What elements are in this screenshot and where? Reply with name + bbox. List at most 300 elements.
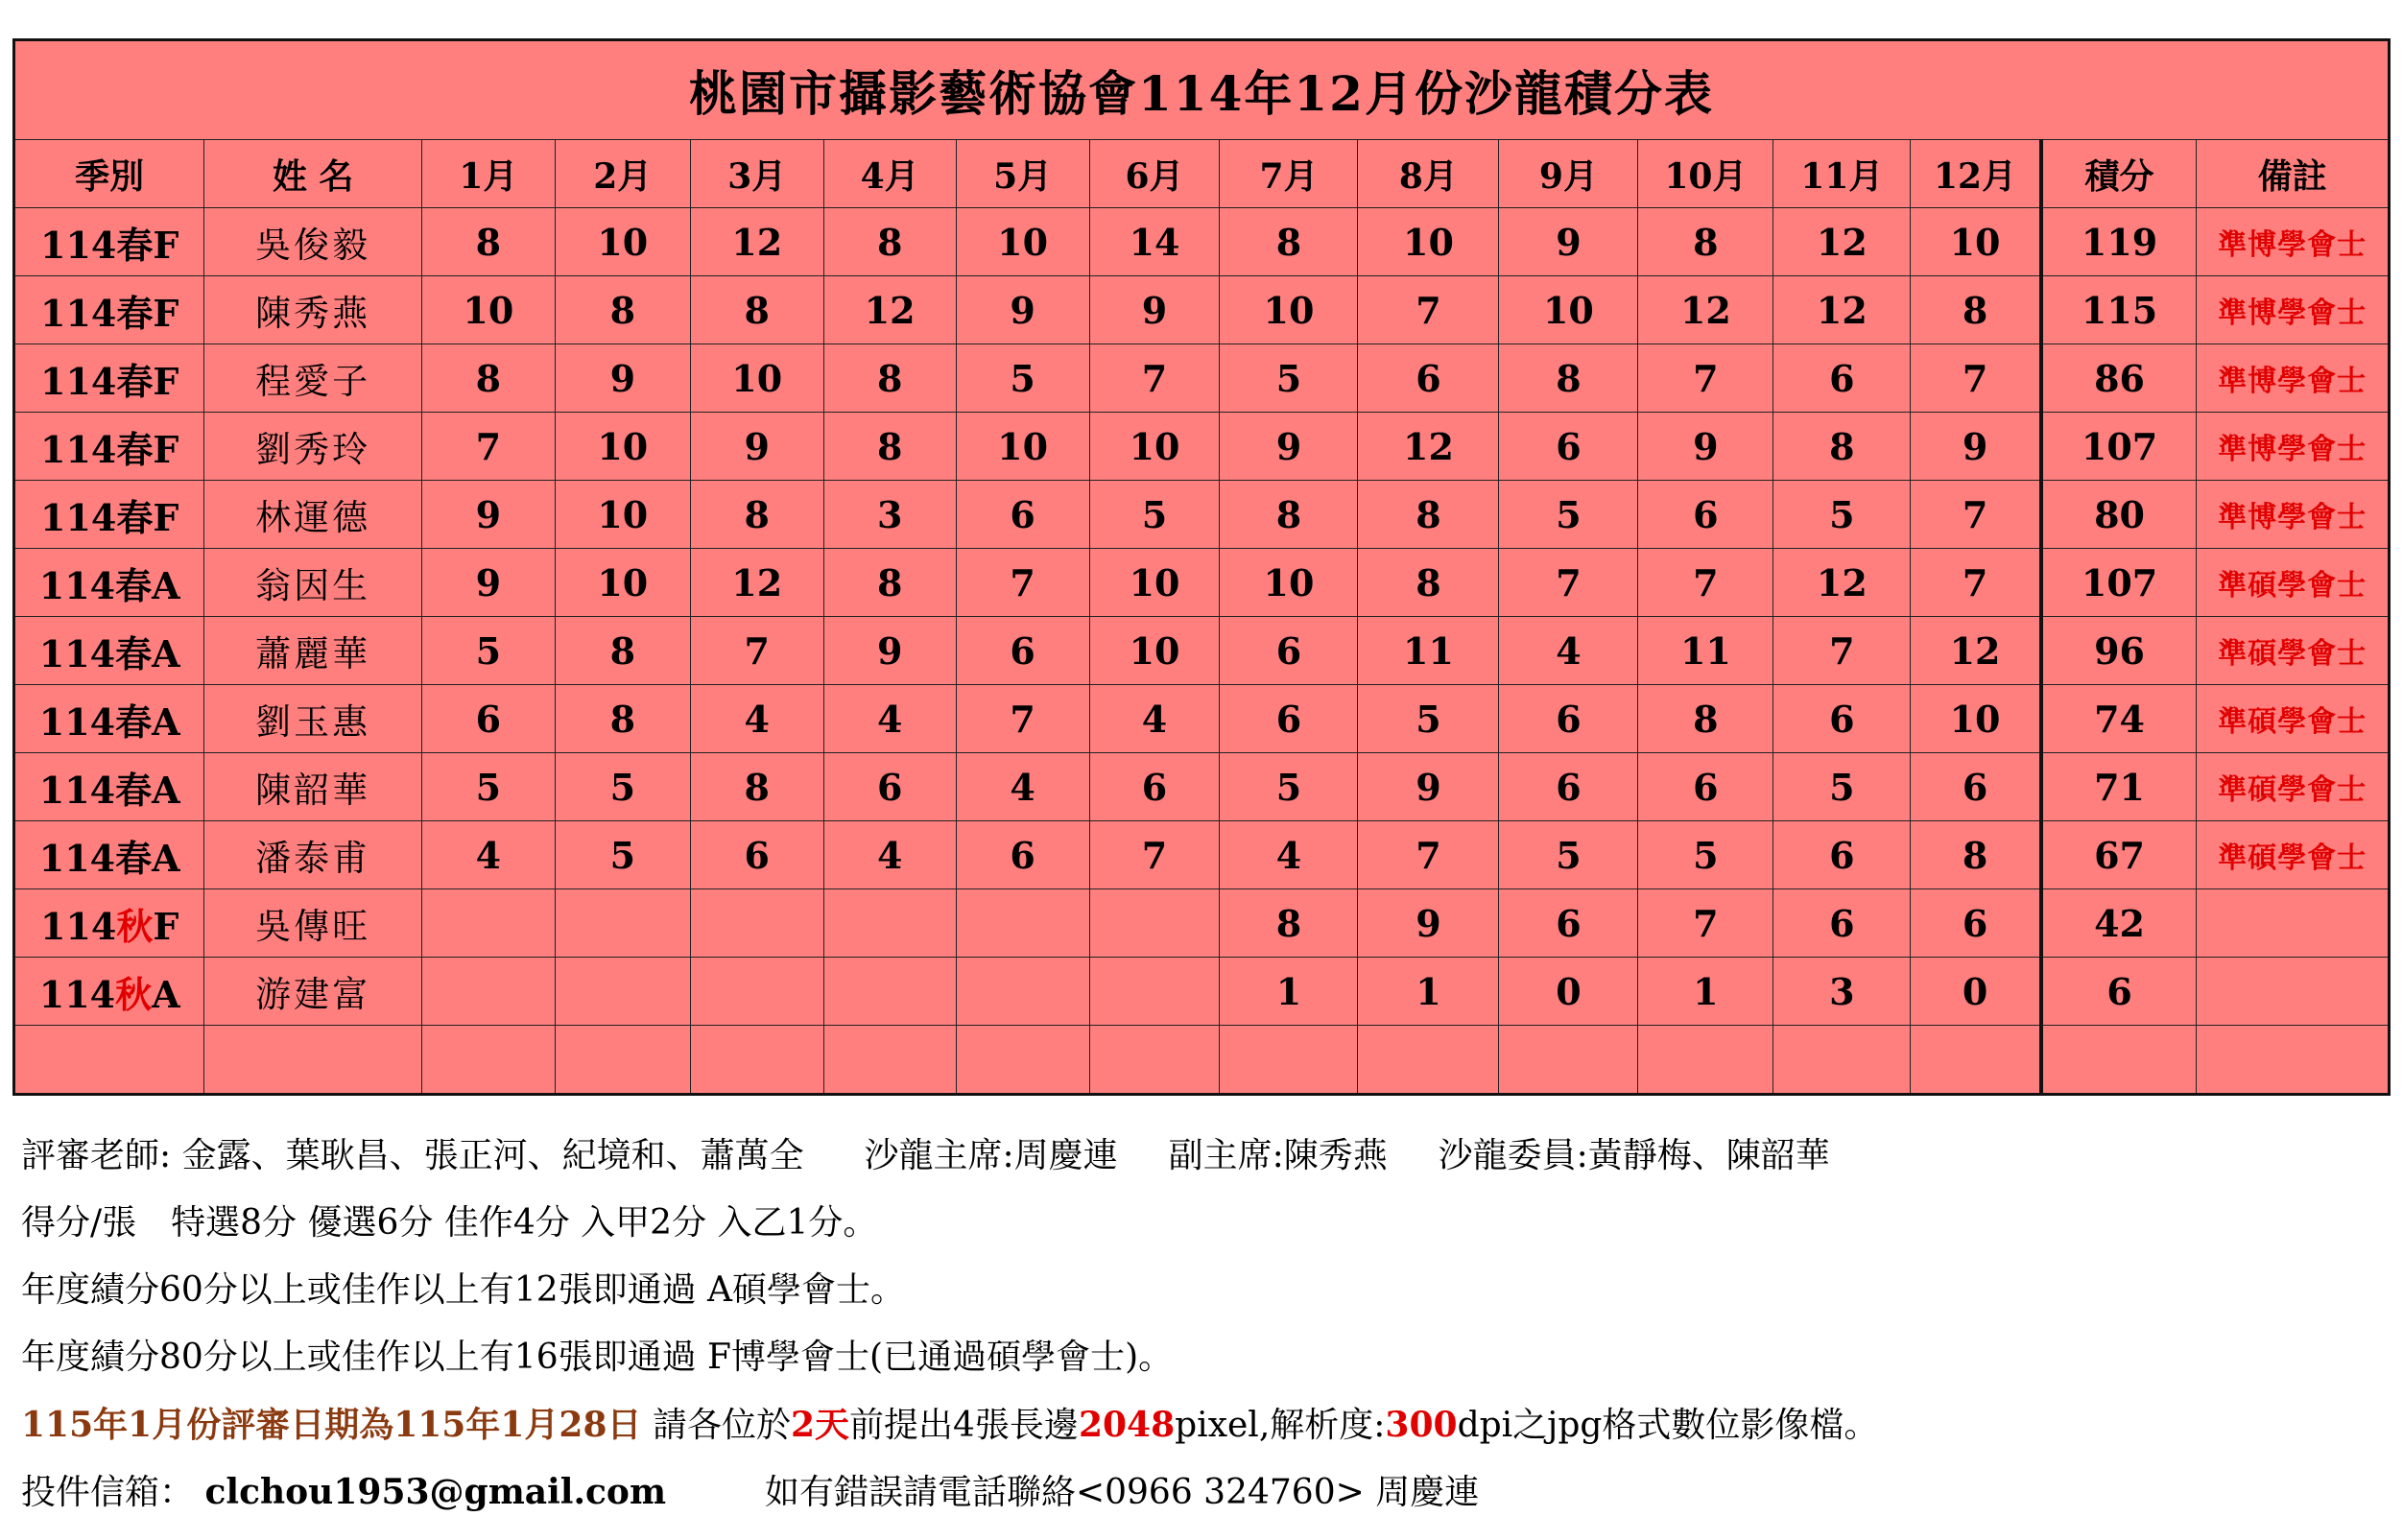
month-score-cell: 1: [1638, 958, 1773, 1026]
month-score-cell: 4: [1220, 821, 1358, 889]
season-term: 春: [115, 631, 153, 675]
month-score-cell: 8: [555, 685, 690, 753]
committee-names: 黃靜梅、陳韶華: [1587, 1136, 1830, 1175]
month-score-cell: 6: [1773, 821, 1911, 889]
table-row: [14, 549, 2390, 617]
season-cell: [14, 685, 204, 753]
month-score-cell: 8: [1638, 685, 1773, 753]
season-term: 秋: [115, 972, 153, 1016]
month-score-cell: 8: [421, 208, 555, 276]
month-score-cell: 5: [1089, 481, 1220, 549]
header-cell: 3月: [690, 140, 823, 208]
note-cell: 準碩學會士: [2197, 685, 2390, 753]
month-score-cell: 5: [1638, 821, 1773, 889]
total-score-cell: 96: [2041, 617, 2197, 685]
month-score-cell: [823, 889, 956, 958]
month-score-cell: 9: [823, 617, 956, 685]
month-score-cell: [690, 958, 823, 1026]
title-row: [14, 40, 2390, 140]
month-score-cell: 5: [421, 617, 555, 685]
member-name: 蕭麗華: [204, 617, 422, 685]
footer-notes: [21, 1123, 2382, 1526]
month-score-cell: 5: [1220, 344, 1358, 413]
scoring-line: 得分/張 特選8分 優選6分 佳作4分 入甲2分 入乙1分。: [21, 1203, 878, 1243]
month-score-cell: 12: [1358, 413, 1499, 481]
empty-cell: [1089, 1026, 1220, 1095]
table-row: [14, 276, 2390, 344]
note-cell: 準博學會士: [2197, 413, 2390, 481]
member-name: 吳傳旺: [204, 889, 422, 958]
month-score-cell: [555, 958, 690, 1026]
month-score-cell: 4: [421, 821, 555, 889]
month-score-cell: 7: [1638, 549, 1773, 617]
member-name: 劉玉惠: [204, 685, 422, 753]
season-number: 114: [38, 768, 116, 812]
header-cell: 1月: [421, 140, 555, 208]
table-title: 桃園市攝影藝術協會114年12月份沙龍積分表: [14, 40, 2390, 140]
month-score-cell: 6: [1220, 617, 1358, 685]
empty-cell: [421, 1026, 555, 1095]
month-score-cell: 8: [555, 276, 690, 344]
month-score-cell: 7: [1499, 549, 1638, 617]
month-score-cell: [421, 958, 555, 1026]
month-score-cell: 6: [1773, 889, 1911, 958]
month-score-cell: 7: [1089, 821, 1220, 889]
season-cell: [14, 821, 204, 889]
total-score-cell: 119: [2041, 208, 2197, 276]
month-score-cell: 6: [1773, 344, 1911, 413]
month-score-cell: 9: [1220, 413, 1358, 481]
submit-text-2: 前提出4張長邊: [849, 1406, 1079, 1445]
table-row: [14, 685, 2390, 753]
contact-line: [21, 1458, 2382, 1526]
month-score-cell: 8: [1638, 208, 1773, 276]
month-score-cell: 8: [1220, 481, 1358, 549]
season-cell: [14, 549, 204, 617]
month-score-cell: 10: [555, 549, 690, 617]
month-score-cell: 12: [1638, 276, 1773, 344]
empty-cell: [823, 1026, 956, 1095]
month-score-cell: 4: [823, 685, 956, 753]
member-name: 潘泰甫: [204, 821, 422, 889]
season-cell: [14, 276, 204, 344]
season-cell: [14, 481, 204, 549]
month-score-cell: 5: [555, 753, 690, 821]
total-score-cell: 42: [2041, 889, 2197, 958]
month-score-cell: 8: [1358, 481, 1499, 549]
season-cell: [14, 617, 204, 685]
month-score-cell: [956, 958, 1089, 1026]
note-cell: 準碩學會士: [2197, 549, 2390, 617]
month-score-cell: 8: [690, 753, 823, 821]
month-score-cell: 8: [555, 617, 690, 685]
empty-cell: [2197, 1026, 2390, 1095]
season-number: 114: [40, 359, 117, 403]
header-cell: 積分: [2041, 140, 2197, 208]
month-score-cell: 5: [1773, 753, 1911, 821]
submit-text-4: dpi之jpg格式數位影像檔。: [1457, 1406, 1879, 1445]
month-score-cell: 6: [1638, 481, 1773, 549]
header-cell: 2月: [555, 140, 690, 208]
next-judging-date: 115年1月份評審日期為115年1月28日: [21, 1405, 642, 1445]
total-score-cell: 107: [2041, 413, 2197, 481]
month-score-cell: [1089, 958, 1220, 1026]
season-term: 春: [115, 768, 153, 812]
month-score-cell: 8: [823, 208, 956, 276]
header-cell: 季別: [14, 140, 204, 208]
submit-dpi: 300: [1385, 1405, 1458, 1445]
empty-cell: [1220, 1026, 1358, 1095]
table-row: [14, 413, 2390, 481]
season-grade: A: [152, 836, 180, 880]
month-score-cell: 12: [690, 549, 823, 617]
season-cell: [14, 344, 204, 413]
month-score-cell: 6: [1499, 889, 1638, 958]
member-name: 翁因生: [204, 549, 422, 617]
season-grade: F: [153, 427, 179, 471]
month-score-cell: 11: [1638, 617, 1773, 685]
month-score-cell: 9: [956, 276, 1089, 344]
table-row: [14, 889, 2390, 958]
submission-line: [21, 1391, 2382, 1458]
season-grade: F: [153, 291, 179, 335]
header-cell: 10月: [1638, 140, 1773, 208]
season-term: 春: [116, 495, 154, 539]
total-score-cell: 71: [2041, 753, 2197, 821]
month-score-cell: 6: [1773, 685, 1911, 753]
empty-cell: [956, 1026, 1089, 1095]
month-score-cell: 9: [1638, 413, 1773, 481]
table-row: [14, 753, 2390, 821]
email-label: 投件信箱：: [21, 1473, 195, 1512]
season-cell: [14, 958, 204, 1026]
note-cell: [2197, 958, 2390, 1026]
month-score-cell: 7: [1358, 821, 1499, 889]
month-score-cell: 7: [1638, 889, 1773, 958]
month-score-cell: 7: [1911, 344, 2041, 413]
month-score-cell: 6: [1499, 413, 1638, 481]
month-score-cell: 6: [956, 821, 1089, 889]
month-score-cell: 8: [421, 344, 555, 413]
month-score-cell: 7: [1089, 344, 1220, 413]
month-score-cell: [555, 889, 690, 958]
season-cell: [14, 208, 204, 276]
season-term: 春: [115, 699, 153, 744]
season-number: 114: [38, 699, 116, 744]
note-cell: 準博學會士: [2197, 481, 2390, 549]
empty-cell: [1499, 1026, 1638, 1095]
season-term: 春: [115, 563, 153, 607]
month-score-cell: 14: [1089, 208, 1220, 276]
month-score-cell: 6: [1499, 753, 1638, 821]
month-score-cell: 12: [1773, 549, 1911, 617]
month-score-cell: 12: [823, 276, 956, 344]
judges-label: 評審老師:: [21, 1136, 172, 1175]
month-score-cell: 4: [1499, 617, 1638, 685]
month-score-cell: 10: [555, 413, 690, 481]
month-score-cell: 4: [823, 821, 956, 889]
month-score-cell: 7: [1638, 344, 1773, 413]
empty-row: [14, 1026, 2390, 1095]
note-cell: 準碩學會士: [2197, 753, 2390, 821]
month-score-cell: 9: [555, 344, 690, 413]
season-grade: F: [153, 359, 179, 403]
member-name: 劉秀玲: [204, 413, 422, 481]
season-number: 114: [40, 904, 117, 948]
header-cell: 6月: [1089, 140, 1220, 208]
judges-line: [21, 1123, 2382, 1190]
month-score-cell: 10: [555, 208, 690, 276]
month-score-cell: 9: [1358, 753, 1499, 821]
month-score-cell: 7: [421, 413, 555, 481]
season-term: 春: [116, 359, 154, 403]
month-score-cell: [823, 958, 956, 1026]
month-score-cell: [421, 889, 555, 958]
month-score-cell: 8: [823, 549, 956, 617]
season-number: 114: [38, 563, 116, 607]
season-number: 114: [40, 223, 117, 267]
total-score-cell: 67: [2041, 821, 2197, 889]
table-row: [14, 481, 2390, 549]
month-score-cell: 10: [690, 344, 823, 413]
chair-name: 周慶連: [1013, 1136, 1118, 1175]
month-score-cell: 5: [1220, 753, 1358, 821]
month-score-cell: [690, 889, 823, 958]
month-score-cell: 5: [1499, 481, 1638, 549]
month-score-cell: 3: [1773, 958, 1911, 1026]
month-score-cell: 10: [1499, 276, 1638, 344]
member-name: 陳韶華: [204, 753, 422, 821]
month-score-cell: 1: [1358, 958, 1499, 1026]
month-score-cell: 4: [1089, 685, 1220, 753]
empty-cell: [690, 1026, 823, 1095]
month-score-cell: 7: [956, 685, 1089, 753]
season-grade: A: [152, 699, 180, 744]
chair-label: 沙龍主席:: [864, 1136, 1014, 1175]
total-score-cell: 107: [2041, 549, 2197, 617]
month-score-cell: 7: [956, 549, 1089, 617]
submit-text-3: pixel,解析度:: [1175, 1406, 1386, 1445]
month-score-cell: 10: [421, 276, 555, 344]
season-grade: A: [152, 563, 180, 607]
month-score-cell: 5: [555, 821, 690, 889]
month-score-cell: 5: [956, 344, 1089, 413]
email-address: clchou1953@gmail.com: [204, 1472, 667, 1512]
month-score-cell: 10: [956, 208, 1089, 276]
season-number: 114: [40, 427, 117, 471]
month-score-cell: 10: [555, 481, 690, 549]
month-score-cell: 9: [1499, 208, 1638, 276]
month-score-cell: 6: [1638, 753, 1773, 821]
submit-text-1: 請各位於: [652, 1406, 791, 1445]
month-score-cell: 9: [690, 413, 823, 481]
month-score-cell: 9: [1358, 889, 1499, 958]
month-score-cell: 10: [956, 413, 1089, 481]
month-score-cell: 6: [1911, 753, 2041, 821]
vice-chair-name: 陳秀燕: [1283, 1136, 1388, 1175]
header-cell: 備註: [2197, 140, 2390, 208]
season-number: 114: [38, 631, 116, 675]
month-score-cell: 4: [956, 753, 1089, 821]
contact-info: 如有錯誤請電話聯絡<0966 324760> 周慶連: [764, 1473, 1480, 1512]
season-number: 114: [40, 291, 117, 335]
empty-cell: [1638, 1026, 1773, 1095]
season-grade: A: [152, 631, 180, 675]
header-cell: 7月: [1220, 140, 1358, 208]
month-score-cell: 4: [690, 685, 823, 753]
empty-cell: [2041, 1026, 2197, 1095]
month-score-cell: 12: [1773, 208, 1911, 276]
month-score-cell: 7: [690, 617, 823, 685]
season-grade: A: [152, 972, 180, 1016]
month-score-cell: 8: [823, 413, 956, 481]
header-cell: 9月: [1499, 140, 1638, 208]
empty-cell: [1911, 1026, 2041, 1095]
month-score-cell: 5: [1773, 481, 1911, 549]
header-cell: 11月: [1773, 140, 1911, 208]
season-number: 114: [38, 972, 116, 1016]
month-score-cell: 5: [1358, 685, 1499, 753]
month-score-cell: 10: [1089, 413, 1220, 481]
total-score-cell: 80: [2041, 481, 2197, 549]
month-score-cell: 8: [1220, 889, 1358, 958]
table-row: [14, 344, 2390, 413]
month-score-cell: 6: [421, 685, 555, 753]
month-score-cell: 6: [1911, 889, 2041, 958]
month-score-cell: 7: [1358, 276, 1499, 344]
month-score-cell: 10: [1220, 549, 1358, 617]
month-score-cell: 11: [1358, 617, 1499, 685]
month-score-cell: 10: [1089, 617, 1220, 685]
season-cell: [14, 413, 204, 481]
month-score-cell: 8: [1358, 549, 1499, 617]
empty-cell: [204, 1026, 422, 1095]
header-row: [14, 140, 2390, 208]
table-row: [14, 821, 2390, 889]
month-score-cell: 8: [1773, 413, 1911, 481]
note-cell: 準博學會士: [2197, 208, 2390, 276]
month-score-cell: 0: [1499, 958, 1638, 1026]
season-cell: [14, 889, 204, 958]
season-grade: F: [153, 495, 179, 539]
rule-a-line: 年度績分60分以上或佳作以上有12張即通過 A碩學會士。: [21, 1270, 906, 1310]
season-term: 春: [116, 427, 154, 471]
header-cell: 5月: [956, 140, 1089, 208]
month-score-cell: 7: [1911, 549, 2041, 617]
month-score-cell: 3: [823, 481, 956, 549]
header-cell: 姓 名: [204, 140, 422, 208]
season-grade: A: [152, 768, 180, 812]
month-score-cell: 12: [1773, 276, 1911, 344]
month-score-cell: 12: [1911, 617, 2041, 685]
season-term: 春: [116, 223, 154, 267]
table-row: [14, 617, 2390, 685]
header-cell: 12月: [1911, 140, 2041, 208]
month-score-cell: 9: [1911, 413, 2041, 481]
score-table: [12, 38, 2391, 1096]
month-score-cell: 1: [1220, 958, 1358, 1026]
month-score-cell: 10: [1911, 208, 2041, 276]
month-score-cell: 7: [1911, 481, 2041, 549]
month-score-cell: 6: [1358, 344, 1499, 413]
month-score-cell: 0: [1911, 958, 2041, 1026]
month-score-cell: 6: [1220, 685, 1358, 753]
month-score-cell: 10: [1220, 276, 1358, 344]
empty-cell: [14, 1026, 204, 1095]
member-name: 游建富: [204, 958, 422, 1026]
note-cell: [2197, 889, 2390, 958]
month-score-cell: 6: [1499, 685, 1638, 753]
month-score-cell: 9: [421, 481, 555, 549]
month-score-cell: 9: [421, 549, 555, 617]
month-score-cell: 8: [823, 344, 956, 413]
month-score-cell: [956, 889, 1089, 958]
month-score-cell: 8: [1911, 821, 2041, 889]
note-cell: 準碩學會士: [2197, 821, 2390, 889]
month-score-cell: 6: [690, 821, 823, 889]
empty-cell: [1773, 1026, 1911, 1095]
empty-cell: [555, 1026, 690, 1095]
season-term: 春: [116, 291, 154, 335]
month-score-cell: 8: [1911, 276, 2041, 344]
rule-f-line: 年度績分80分以上或佳作以上有16張即通過 F博學會士(已通過碩學會士)。: [21, 1338, 1174, 1377]
note-cell: 準碩學會士: [2197, 617, 2390, 685]
member-name: 陳秀燕: [204, 276, 422, 344]
month-score-cell: 8: [690, 276, 823, 344]
season-term: 秋: [116, 904, 154, 948]
season-grade: F: [153, 223, 179, 267]
member-name: 吳俊毅: [204, 208, 422, 276]
season-cell: [14, 753, 204, 821]
month-score-cell: 6: [956, 617, 1089, 685]
season-term: 春: [115, 836, 153, 880]
total-score-cell: 74: [2041, 685, 2197, 753]
note-cell: 準博學會士: [2197, 344, 2390, 413]
header-cell: 8月: [1358, 140, 1499, 208]
submit-pixels: 2048: [1078, 1405, 1176, 1445]
month-score-cell: 6: [823, 753, 956, 821]
empty-cell: [1358, 1026, 1499, 1095]
month-score-cell: 12: [690, 208, 823, 276]
header-cell: 4月: [823, 140, 956, 208]
table-row: [14, 208, 2390, 276]
month-score-cell: 5: [421, 753, 555, 821]
total-score-cell: 6: [2041, 958, 2197, 1026]
submit-days: 2天: [790, 1405, 850, 1445]
table-row: [14, 958, 2390, 1026]
month-score-cell: 7: [1773, 617, 1911, 685]
month-score-cell: 6: [956, 481, 1089, 549]
vice-chair-label: 副主席:: [1168, 1136, 1284, 1175]
member-name: 林運德: [204, 481, 422, 549]
month-score-cell: [1089, 889, 1220, 958]
month-score-cell: 6: [1089, 753, 1220, 821]
total-score-cell: 115: [2041, 276, 2197, 344]
month-score-cell: 8: [1499, 344, 1638, 413]
member-name: 程愛子: [204, 344, 422, 413]
month-score-cell: 9: [1089, 276, 1220, 344]
month-score-cell: 8: [690, 481, 823, 549]
month-score-cell: 10: [1358, 208, 1499, 276]
season-number: 114: [38, 836, 116, 880]
month-score-cell: 10: [1089, 549, 1220, 617]
committee-label: 沙龍委員:: [1438, 1136, 1588, 1175]
total-score-cell: 86: [2041, 344, 2197, 413]
season-grade: F: [153, 904, 179, 948]
month-score-cell: 10: [1911, 685, 2041, 753]
season-number: 114: [40, 495, 117, 539]
month-score-cell: 8: [1220, 208, 1358, 276]
